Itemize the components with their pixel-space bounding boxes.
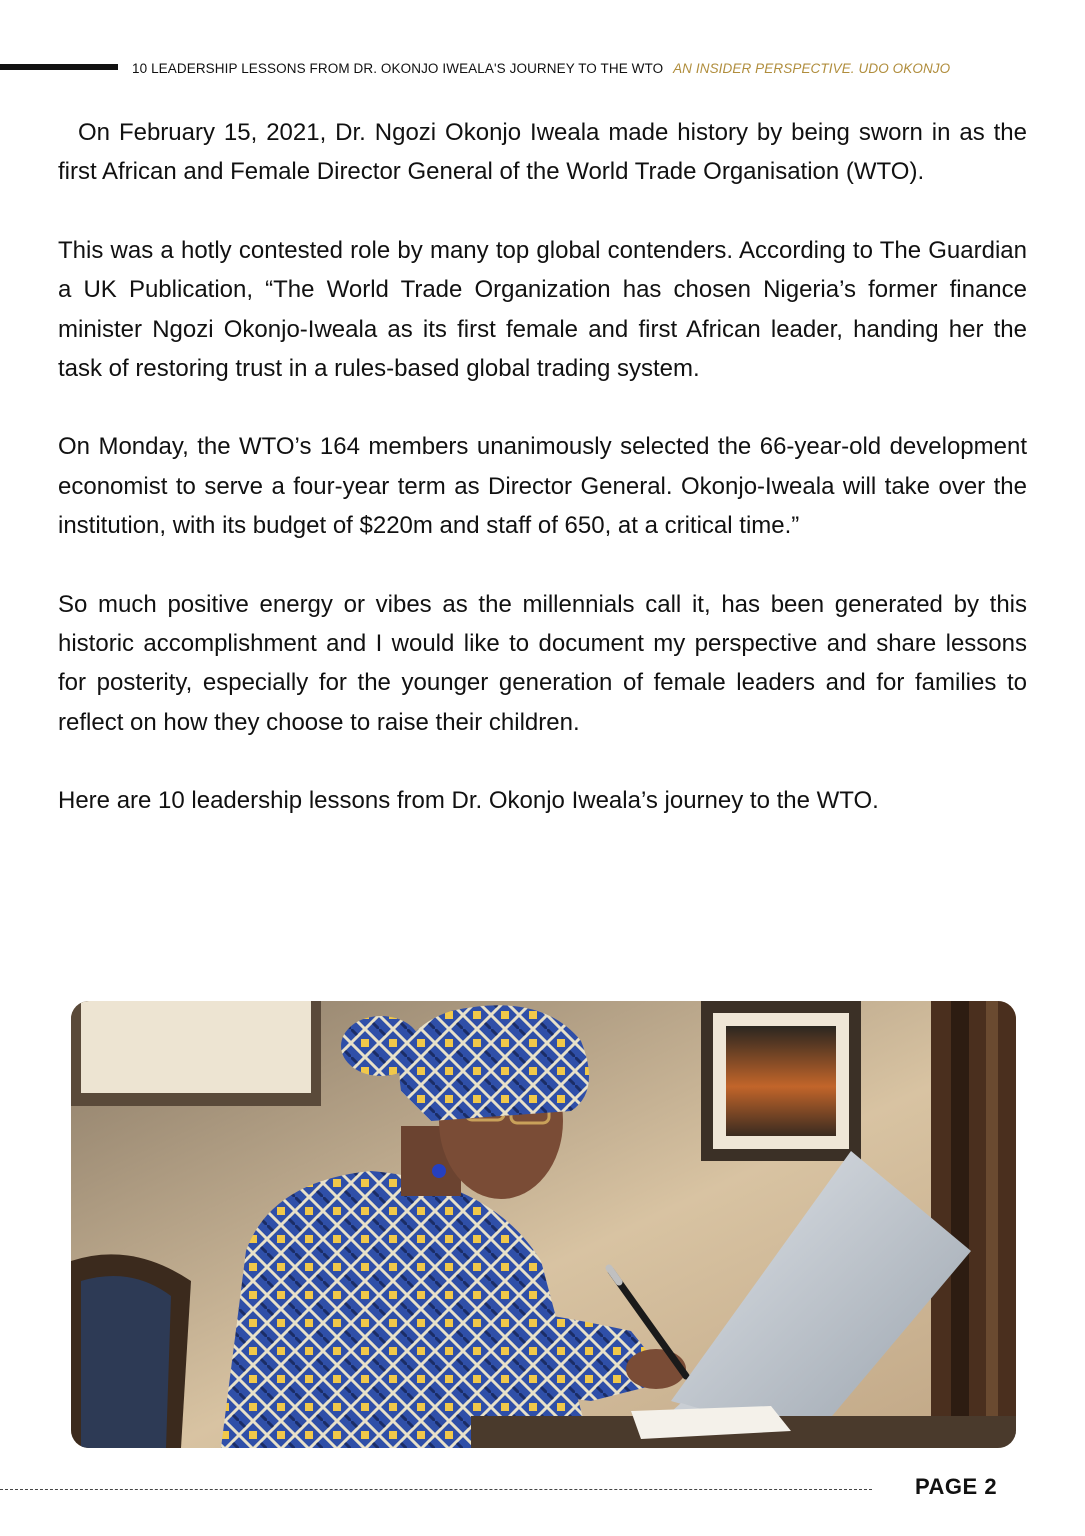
paragraph-wto-selection: On Monday, the WTO’s 164 members unanimously selected the 66-year-old development economist to serve a four-year term as Director General. Okonjo-Iweala will take over the institution, with its budget of $220m and staff of 650, at a critical time.” (58, 433, 1027, 540)
page-number: PAGE 2 (915, 1474, 998, 1499)
footer-rule (0, 1489, 872, 1490)
paragraph-lessons-intro: Here are 10 leadership lessons from Dr. Okonjo Iweala’s journey to the WTO. (58, 787, 879, 815)
header-title: 10 LEADERSHIP LESSONS FROM DR. OKONJO IWEALA'S JOURNEY TO THE WTO (132, 61, 664, 76)
article-photo (71, 1001, 1016, 1448)
running-header (132, 61, 1032, 77)
paragraph-intro: On February 15, 2021, Dr. Ngozi Okonjo Iweala made history by being sworn in as the first African and Female Director General of the World Trade Organisation (WTO). (58, 119, 1027, 186)
paragraph-positive-energy: So much positive energy or vibes as the millennials call it, has been generated by this historic accomplishment and I would like to document my perspective and share lessons for posterity, especially for the younger generation of female leaders and for families to reflect on how they choose to raise their children. (58, 590, 1027, 736)
header-rule (0, 64, 118, 70)
paragraph-guardian-quote: This was a hotly contested role by many top global contenders. According to The Guardian a UK Publication, “The World Trade Organization has chosen Nigeria’s former finance minister Ngozi Okonjo-Iweala as its first female and first African leader, handing her the task of restoring trust in a rules-based global trading system. (58, 236, 1027, 383)
article-body (58, 113, 1027, 821)
header-subtitle: AN INSIDER PERSPECTIVE. UDO OKONJO (673, 61, 951, 76)
